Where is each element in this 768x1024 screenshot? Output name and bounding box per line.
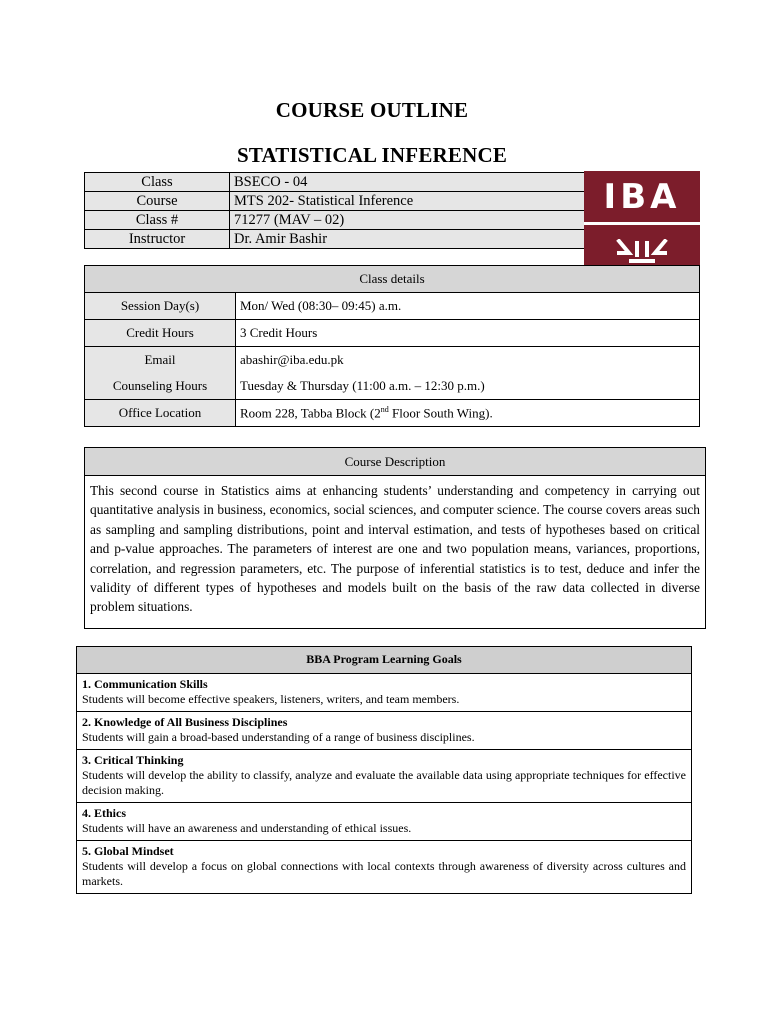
details-row — [85, 320, 700, 347]
details-row — [85, 400, 700, 427]
goal-row — [77, 674, 692, 712]
info-value: BSECO - 04 — [230, 173, 585, 192]
goal-description: Students will develop the ability to classify, analyze and evaluate the available data using appropriate techniques for effective decision making. — [82, 768, 686, 797]
course-info-table — [84, 172, 585, 249]
goal-row — [77, 750, 692, 803]
details-value: Mon/ Wed (08:30– 09:45) a.m. — [236, 293, 700, 320]
info-row — [85, 211, 585, 230]
info-value: MTS 202- Statistical Inference — [230, 192, 585, 211]
learning-goals-header: BBA Program Learning Goals — [77, 647, 692, 674]
learning-goals-table — [76, 646, 692, 894]
details-row — [85, 347, 700, 374]
details-value: Tuesday & Thursday (11:00 a.m. – 12:30 p.m.) — [236, 373, 700, 400]
goal-description: Students will develop a focus on global connections with local contexts through awareness of diversity across cultures and markets. — [82, 859, 686, 888]
logo-wordmark: IBA — [603, 177, 681, 217]
course-description-box — [84, 447, 706, 629]
course-title: STATISTICAL INFERENCE — [236, 143, 508, 167]
info-row — [85, 173, 585, 192]
details-label: Session Day(s) — [85, 293, 236, 320]
details-label: Email — [85, 347, 236, 374]
details-row — [85, 373, 700, 400]
details-row — [85, 293, 700, 320]
goal-description: Students will gain a broad-based understanding of a range of business disciplines. — [82, 730, 475, 744]
ordinal-suffix: nd — [380, 404, 389, 414]
office-location-text: Room 228, Tabba Block (2 — [240, 405, 381, 421]
info-row — [85, 192, 585, 211]
details-value — [236, 400, 700, 427]
goal-title: 4. Ethics — [82, 806, 127, 820]
info-label: Course — [85, 192, 230, 211]
goal-title: 1. Communication Skills — [82, 677, 208, 691]
document-title: COURSE OUTLINE — [275, 98, 469, 122]
goal-description: Students will become effective speakers, listeners, writers, and team members. — [82, 692, 460, 706]
info-label: Instructor — [85, 230, 230, 249]
details-label: Credit Hours — [85, 320, 236, 347]
details-label: Office Location — [85, 400, 236, 427]
details-label: Counseling Hours — [85, 373, 236, 400]
class-details-table — [84, 265, 700, 427]
office-location-text-end: Floor South Wing). — [388, 405, 493, 421]
goal-row — [77, 841, 692, 894]
course-description-header: Course Description — [85, 448, 705, 476]
details-value: abashir@iba.edu.pk — [236, 347, 700, 374]
details-value: 3 Credit Hours — [236, 320, 700, 347]
goal-description: Students will have an awareness and understanding of ethical issues. — [82, 821, 412, 835]
info-row — [85, 230, 585, 249]
goal-title: 2. Knowledge of All Business Disciplines — [82, 715, 288, 729]
goal-row — [77, 712, 692, 750]
class-details-header: Class details — [85, 266, 700, 293]
logo-divider — [584, 222, 700, 225]
info-value: 71277 (MAV – 02) — [230, 211, 585, 230]
goal-title: 3. Critical Thinking — [82, 753, 184, 767]
goal-row — [77, 803, 692, 841]
goal-title: 5. Global Mindset — [82, 844, 174, 858]
info-value: Dr. Amir Bashir — [230, 230, 585, 249]
info-label: Class — [85, 173, 230, 192]
info-label: Class # — [85, 211, 230, 230]
course-description-text: This second course in Statistics aims at enhancing students’ understanding and competency in carrying out quantitative analysis in business, economics, social sciences, and computer science. The course covers areas such as sampling and sampling distributions, point and interval estimation, and tests of hypotheses based on critical and p-value approaches. The parameters of interest are one and two population means, variances, proportions, correlation, and regression parameters, etc. The purpose of inferential statistics is to test, deduce and infer the validity of different types of hypotheses and models built on the basis of the raw data collected in diverse problem situations. — [90, 483, 700, 615]
